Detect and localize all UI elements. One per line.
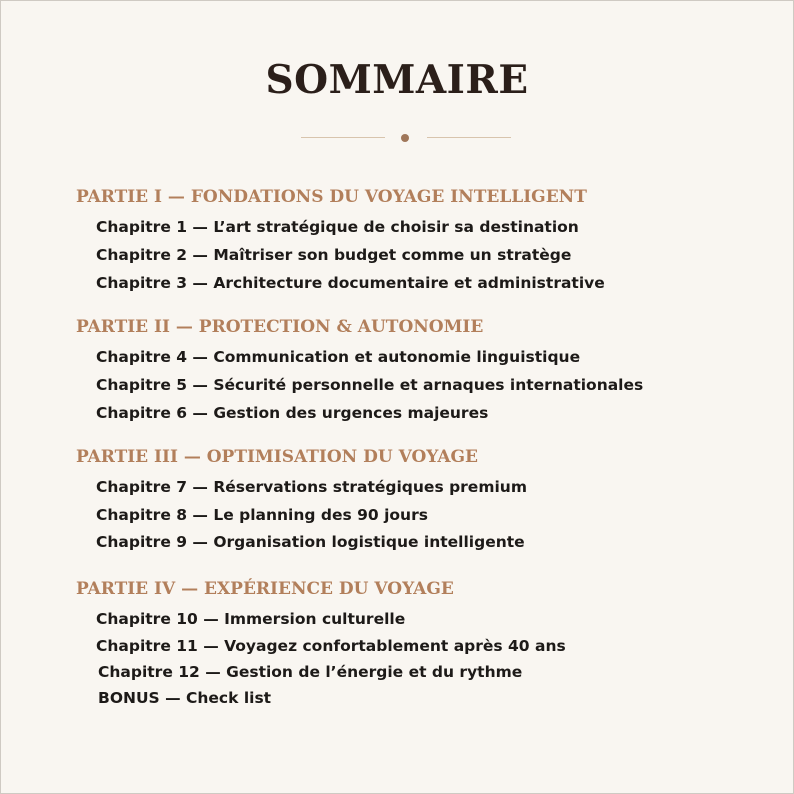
part-heading-3: PARTIE III — OPTIMISATION DU VOYAGE bbox=[76, 447, 479, 467]
chapter-entry: Chapitre 7 — Réservations stratégiques premium bbox=[96, 478, 527, 496]
chapter-entry: Chapitre 3 — Architecture documentaire et administrative bbox=[96, 274, 605, 292]
chapter-entry: Chapitre 2 — Maîtriser son budget comme un stratège bbox=[96, 246, 572, 264]
divider-line-right bbox=[427, 137, 511, 138]
divider-dot-icon bbox=[401, 134, 409, 142]
bonus-entry: BONUS — Check list bbox=[98, 689, 272, 707]
chapter-entry: Chapitre 6 — Gestion des urgences majeures bbox=[96, 404, 489, 422]
divider-line-left bbox=[301, 137, 385, 138]
chapter-entry: Chapitre 10 — Immersion culturelle bbox=[96, 610, 406, 628]
part-heading-2: PARTIE II — PROTECTION & AUTONOMIE bbox=[76, 317, 484, 337]
page-title: SOMMAIRE bbox=[265, 57, 529, 103]
chapter-entry: Chapitre 12 — Gestion de l’énergie et du rythme bbox=[98, 663, 523, 681]
chapter-entry: Chapitre 4 — Communication et autonomie linguistique bbox=[96, 348, 581, 366]
title-divider bbox=[301, 131, 511, 145]
chapter-entry: Chapitre 9 — Organisation logistique intelligente bbox=[96, 533, 525, 551]
chapter-entry: Chapitre 8 — Le planning des 90 jours bbox=[96, 506, 428, 524]
chapter-entry: Chapitre 1 — L’art stratégique de choisir sa destination bbox=[96, 218, 579, 236]
chapter-entry: Chapitre 11 — Voyagez confortablement après 40 ans bbox=[96, 637, 566, 655]
chapter-entry: Chapitre 5 — Sécurité personnelle et arnaques internationales bbox=[96, 376, 644, 394]
part-heading-1: PARTIE I — FONDATIONS DU VOYAGE INTELLIGENT bbox=[76, 187, 587, 207]
part-heading-4: PARTIE IV — EXPÉRIENCE DU VOYAGE bbox=[76, 579, 454, 599]
